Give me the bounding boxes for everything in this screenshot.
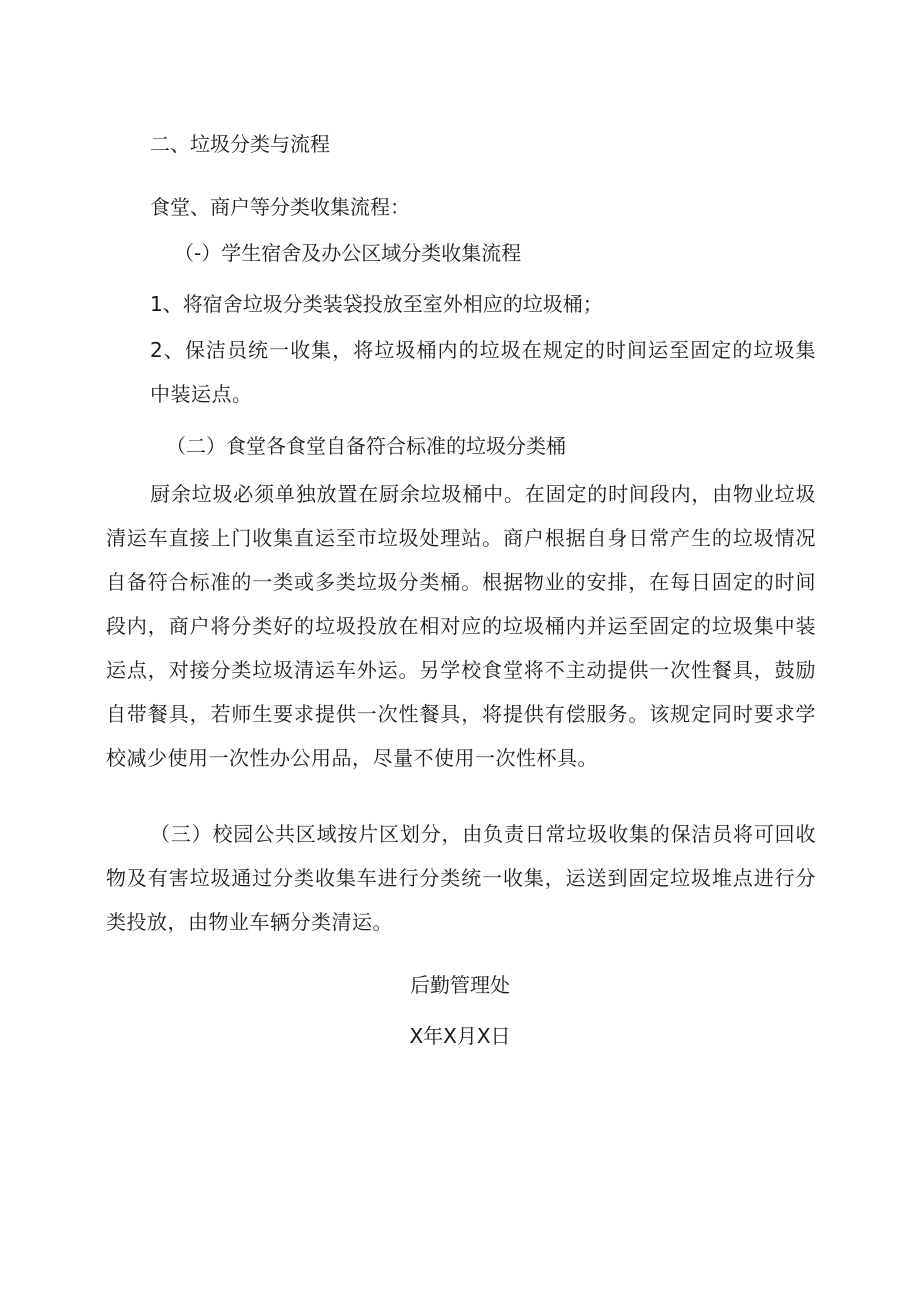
subsection-1-item-1: 1、将宿舍垃圾分类装袋投放至室外相应的垃圾桶； <box>150 292 603 316</box>
subsection-1-heading: （-）学生宿舍及办公区域分类收集流程 <box>174 241 522 265</box>
signature: 后勤管理处 <box>410 973 510 997</box>
subsection-3-body: （三）校园公共区域按片区划分，由负责日常垃圾收集的保洁员将可回收物及有害垃圾通过分类收集车进行分类统一收集，运送到固定垃圾堆点进行分类投放，由物业车辆分类清运。 <box>106 822 816 934</box>
subsection-2-body: 厨余垃圾必须单独放置在厨余垃圾桶中。在固定的时间段内，由物业垃圾清运车直接上门收集直运至市垃圾处理站。商户根据自身日常产生的垃圾情况自备符合标准的一类或多类垃圾分类桶。根据物业的安排，在每日固定的时间段内，商户将分类好的垃圾投放在相对应的垃圾桶内并运至固定的垃圾集中装运点，对接分类垃圾清运车外运。另学校食堂将不主动提供一次性餐具，鼓励自带餐具，若师生要求提供一次性餐具，将提供有偿服务。该规定同时要求学校减少使用一次性办公用品，尽量不使用一次性杯具。 <box>106 482 816 770</box>
subsection-2-heading: （二）食堂各食堂自备符合标准的垃圾分类桶 <box>166 434 566 458</box>
date-line: X年X月X日 <box>409 1024 511 1048</box>
intro-line: 食堂、商户等分类收集流程： <box>150 195 410 219</box>
section-heading: 二、垃圾分类与流程 <box>150 132 330 156</box>
subsection-1-item-2: 2、保洁员统一收集，将垃圾桶内的垃圾在规定的时间运至固定的垃圾集中装运点。 <box>150 338 816 406</box>
